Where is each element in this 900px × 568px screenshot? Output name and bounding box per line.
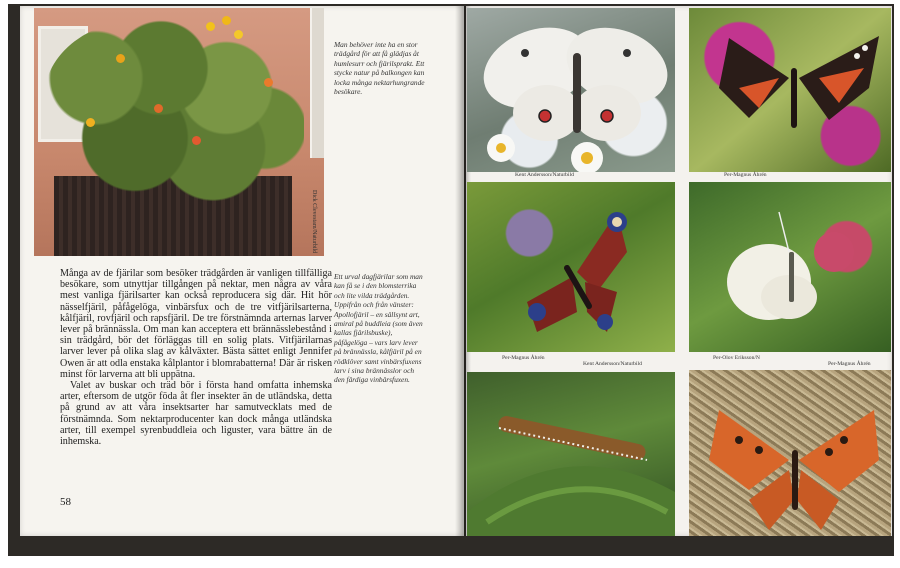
balcony-photo (34, 8, 324, 256)
cabbage-white-credit-right: Per-Magnus Åhrén (828, 361, 871, 367)
comma-butterfly-photo (689, 370, 891, 536)
cabbage-white-credit-left: Per-Olov Eriksson/N (713, 355, 760, 361)
caterpillar-photo (467, 372, 675, 536)
peacock-butterfly-photo (467, 182, 675, 352)
admiral-photo-credit: Per-Magnus Åhrén (724, 172, 767, 178)
caterpillar-illustration (467, 372, 675, 536)
peacock-credit-right: Kent Andersson/Naturbild (583, 361, 642, 367)
caption-balcony: Man behöver inte ha en stor trädgård för att få glädjas åt humlesurr och fjärilsprakt. Ett stycke natur på balkongen kan locka många nektarhungrande besökare. (334, 40, 425, 97)
apollo-butterfly-illustration (467, 8, 675, 172)
apollo-photo-credit: Kent Andersson/Naturbild (515, 172, 574, 178)
cabbage-white-photo (689, 182, 891, 352)
body-paragraph-2: Valet av buskar och träd bör i första hand omfatta inhemska arter, eftersom de utgör föda åt fler insekter än de utländska, detta på grund av att våra insektsarter har samutvecklats med de förstnämnda. Som nektarproducenter kan dock många utländska arter, till exempel syrenbuddleia och liguster, vara bättre än de inhemska. (60, 380, 332, 448)
body-paragraph-1: Många av de fjärilar som besöker trädgården är vanligen tillfälliga besökare, som utnyttjar tillgången på nektar, men några av våra mest vanliga fjärilsarter kan också reproducera sig där. Hit hör nässelfjäril, påfågelöga, vinbärsfux och de tre vitfjärilsarterna, kålfjäril, rovfjäril och rapsfjäril. De tre förstnämnda arternas larver lever på brännässla. Om man kan acceptera ett brännässlebestånd i sin trädgård, bör det förläggas till en solig plats. Vitfjärilarnas larver lever på olika slag av kålväxter. Bästa sättet enligt Jennifer Owen är att odla enstaka kålplantor i blomrabatterna! Där är risken minst för larverna att bli uppätna. (60, 268, 332, 380)
balcony-plants (44, 18, 304, 218)
peacock-credit-left: Per-Magnus Åhrén (502, 355, 545, 361)
page-number: 58 (60, 496, 71, 508)
peacock-butterfly-illustration (467, 182, 675, 352)
admiral-butterfly-photo (689, 8, 891, 172)
apollo-butterfly-photo (467, 8, 675, 172)
caption-butterflies: Ett urval dagfjärilar som man kan få se i den blomsterrika och lite vilda trädgården. Uppifrån och från vänster: Apollofjäril – en sällsynt art, amiral på buddleia (som även kallas fjärilsbuske), påfågelöga – vars larv lever på brännässla, kålfjäril på en rödklöver samt vinbärsfuxens larv i sina brännässlor och den färdiga vinbärsfuxen. (334, 272, 423, 385)
window-right (310, 8, 324, 158)
body-text (60, 268, 332, 447)
cabbage-white-illustration (689, 182, 891, 352)
balcony-photo-credit: Dick Clevestam/Naturbild (311, 190, 317, 254)
admiral-butterfly-illustration (689, 8, 891, 172)
comma-butterfly-illustration (689, 370, 891, 536)
